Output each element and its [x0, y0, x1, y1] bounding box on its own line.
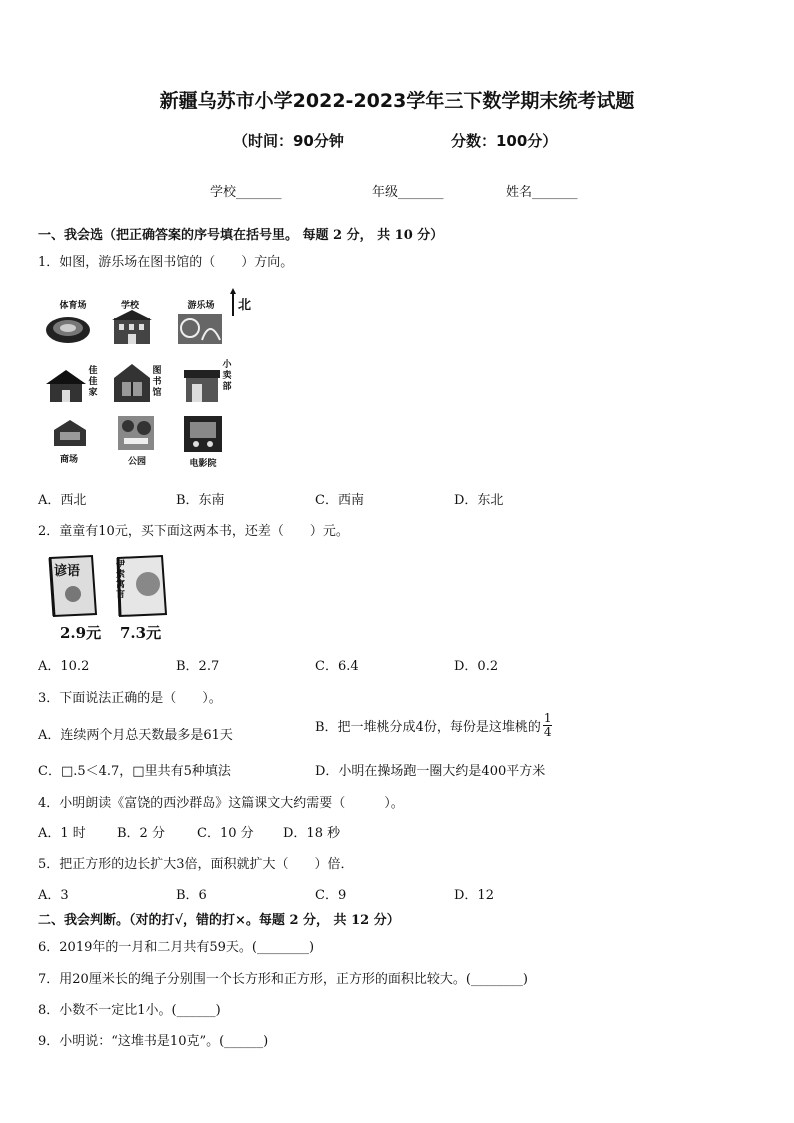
q1-option-d[interactable]: D．东北 — [454, 493, 504, 508]
exam-score: 分数：100分） — [451, 132, 558, 150]
fraction-one-quarter — [543, 712, 553, 739]
question-5: 5．把正方形的边长扩大3倍，面积就扩大（ ）倍． — [38, 857, 354, 872]
place-label-jiajia-home: 佳佳家 — [88, 366, 98, 398]
mall-icon — [52, 418, 88, 450]
q3-option-d[interactable]: D．小明在操场跑一圈大约是400平方米 — [315, 764, 546, 779]
place-label-mall: 商场 — [59, 455, 78, 465]
q5-option-b[interactable]: B．6 — [176, 888, 207, 903]
question-8[interactable]: 8．小数不一定比1小。(______) — [38, 1003, 221, 1018]
q5-option-c[interactable]: C．9 — [315, 888, 347, 903]
book-price-aesop: 7.3元 — [120, 624, 162, 642]
place-label-park: 公园 — [127, 457, 146, 467]
q1-option-a[interactable]: A．西北 — [38, 493, 87, 508]
place-label-library: 图书馆 — [152, 366, 162, 398]
question-6[interactable]: 6．2019年的一月和二月共有59天。(________) — [38, 940, 315, 955]
book-cover-proverbs: 谚语 — [54, 564, 81, 579]
north-label: 北 — [238, 298, 252, 313]
question-4: 4．小明朗读《富饶的西沙群岛》这篇课文大约需要（ ）。 — [38, 796, 404, 811]
north-arrow-icon — [230, 288, 236, 318]
book-cover-aesop: 伊索寓言 — [116, 560, 126, 600]
question-9[interactable]: 9．小明说：“这堆书是10克”。(______) — [38, 1034, 269, 1049]
place-label-stadium: 体育场 — [59, 301, 87, 311]
question-1: 1．如图，游乐场在图书馆的（ ）方向。 — [38, 255, 294, 270]
grade-field[interactable]: 年级_______ — [372, 185, 444, 200]
q4-option-c[interactable]: C．10 分 — [197, 826, 254, 841]
q2-option-c[interactable]: C．6.4 — [315, 659, 359, 674]
q2-option-a[interactable]: A．10.2 — [38, 659, 90, 674]
question-7[interactable]: 7．用20厘米长的绳子分别围一个长方形和正方形，正方形的面积比较大。(________) — [38, 972, 528, 987]
cinema-icon — [182, 414, 224, 454]
name-field[interactable]: 姓名_______ — [506, 185, 578, 200]
section1-heading: 一、我会选（把正确答案的序号填在括号里。 每题 2 分， 共 10 分） — [38, 228, 444, 243]
question-2: 2．童童有10元，买下面这两本书，还差（ ）元。 — [38, 524, 349, 539]
q3-option-c[interactable]: C．□.5＜4.7，□里共有5种填法 — [38, 764, 231, 779]
q4-option-b[interactable]: B．2 分 — [117, 826, 165, 841]
school-icon — [110, 310, 156, 346]
shop-icon — [182, 366, 222, 406]
q5-option-d[interactable]: D．12 — [454, 888, 494, 903]
question-3: 3．下面说法正确的是（ ）。 — [38, 691, 222, 706]
fraction-denominator: 4 — [543, 725, 552, 739]
q3-option-b-text: B．把一堆桃分成4份，每份是这堆桃的 — [315, 720, 541, 735]
school-field[interactable]: 学校_______ — [210, 185, 282, 200]
exam-time: （时间：90分钟 — [233, 132, 344, 150]
section2-heading: 二、我会判断。（对的打√，错的打×。每题 2 分， 共 12 分） — [38, 913, 400, 928]
q5-option-a[interactable]: A．3 — [38, 888, 69, 903]
q2-option-d[interactable]: D．0.2 — [454, 659, 499, 674]
park-icon — [116, 414, 156, 452]
q1-option-c[interactable]: C．西南 — [315, 493, 364, 508]
place-label-shop: 小卖部 — [222, 360, 232, 392]
q4-option-a[interactable]: A．1 时 — [38, 826, 86, 841]
stadium-icon — [44, 310, 94, 346]
place-label-school: 学校 — [120, 301, 139, 311]
q1-option-b[interactable]: B．东南 — [176, 493, 225, 508]
fraction-numerator: 1 — [543, 711, 552, 725]
amusement-park-icon — [176, 310, 226, 346]
q4-option-d[interactable]: D．18 秒 — [283, 826, 341, 841]
page-title: 新疆乌苏市小学2022-2023学年三下数学期末统考试题 — [159, 90, 635, 112]
library-icon — [112, 362, 152, 406]
place-label-cinema: 电影院 — [189, 459, 217, 469]
book-price-proverbs: 2.9元 — [60, 624, 102, 642]
q3-option-b[interactable] — [315, 712, 552, 739]
jiajia-home-icon — [44, 368, 90, 404]
q2-option-b[interactable]: B．2.7 — [176, 659, 220, 674]
place-label-amusement-park: 游乐场 — [187, 301, 215, 311]
q3-option-a[interactable]: A．连续两个月总天数最多是61天 — [38, 728, 233, 743]
